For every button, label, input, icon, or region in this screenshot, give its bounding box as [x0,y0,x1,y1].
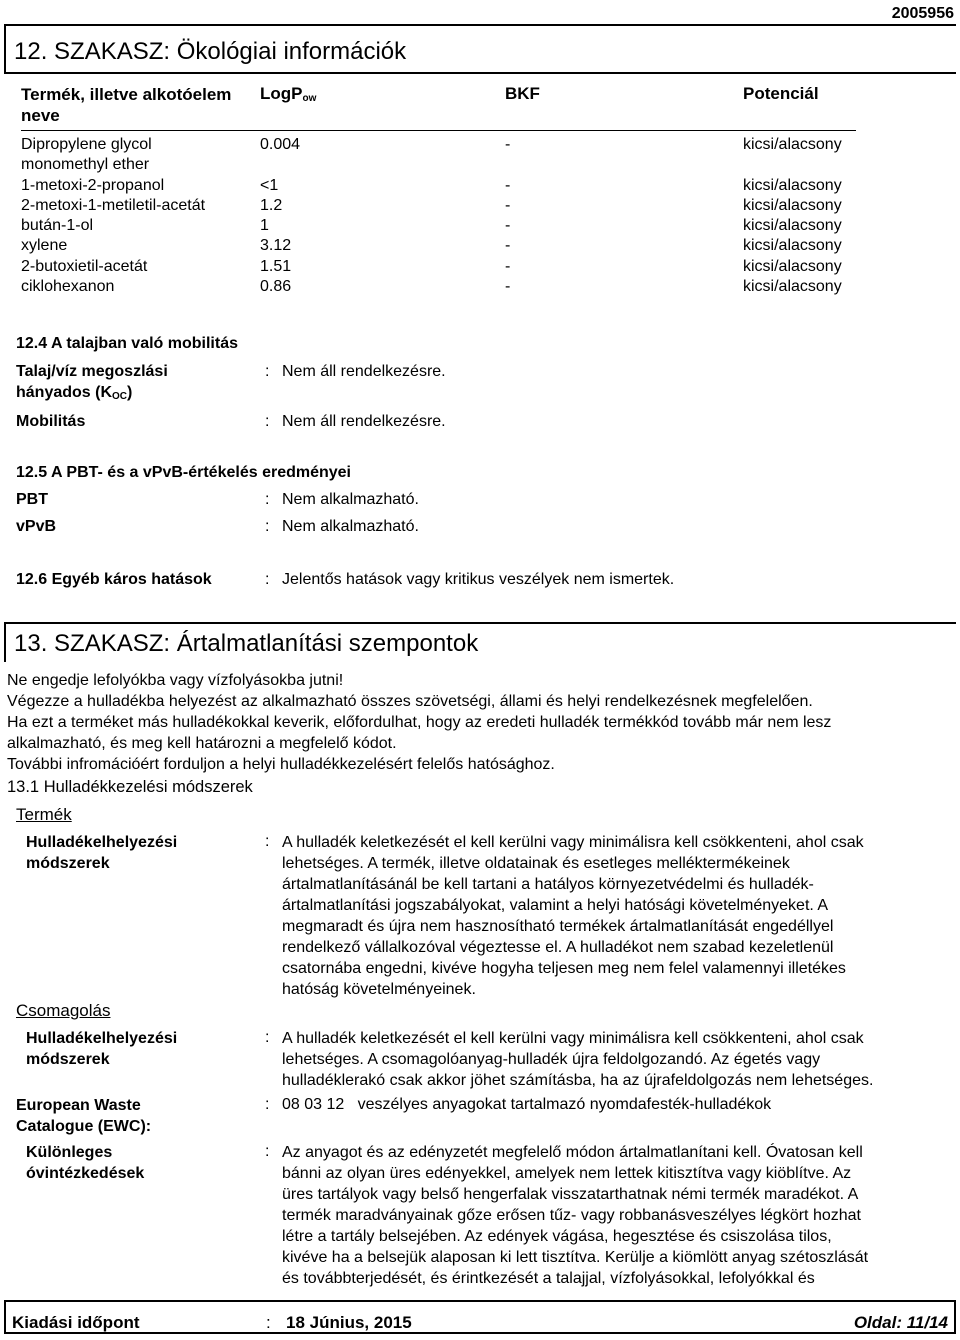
heading-12-4: 12.4 A talajban való mobilitás [16,335,238,352]
text-line: és továbbterjedését, és érintkezését a talajjal, vízfolyásokkal, lefolyókkal és [282,1270,815,1287]
colon: : [265,363,270,380]
section-13-header [4,622,956,662]
text-line: A hulladék keletkezését el kell kerülni vagy minimálisra kell csökkenteni, ahol csak [282,1030,864,1047]
row-logp: 0.86 [260,278,292,295]
row-bkf: - [505,278,511,295]
disposal-methods-label: Hulladékelhelyezési módszerek [26,834,178,872]
pbt-value: Nem alkalmazható. [282,491,419,508]
section-13-title: 13. SZAKASZ: Ártalmatlanítási szempontok [14,630,479,657]
heading-12-6: 12.6 Egyéb káros hatások [16,571,212,588]
product-disposal-text [282,832,864,1000]
intro-line: További infromációért forduljon a helyi hulladékkezelésért felelős hatósághoz. [7,756,555,773]
other-effects-value: Jelentős hatások vagy kritikus veszélyek nem ismertek. [282,571,675,588]
special-precautions-label: Különleges óvintézkedések [26,1144,145,1182]
text-line: rendelkező vállalkozóval végeztesse el. A hulladékot nem szabad kezeletlenül [282,939,834,956]
row-potential: kicsi/alacsony [743,278,842,295]
pbt-label: PBT [16,491,48,508]
row-name: ciklohexanon [21,278,115,295]
row-potential: kicsi/alacsony [743,258,842,275]
row-logp: 1.51 [260,258,292,275]
section-12-title: 12. SZAKASZ: Ökológiai információk [14,38,407,65]
colon: : [265,571,270,588]
row-logp: 1 [260,217,269,234]
row-name: bután-1-ol [21,217,94,234]
col-header-component: Termék, illetve alkotóelem neve [21,85,232,125]
intro-line: Ne engedje lefolyókba vagy vízfolyásokba jutni! [7,672,344,689]
colon: : [265,413,270,430]
col-header-potential: Potenciál [743,84,819,103]
vpvb-value: Nem alkalmazható. [282,518,419,535]
text-line: lehetséges. A termék, illetve oldatainak és esetleges melléktermékeinek [282,855,790,872]
row-bkf: - [505,177,511,194]
heading-13-1: 13.1 Hulladékkezelési módszerek [7,778,253,796]
ewc-value: 08 03 12 veszélyes anyagokat tartalmazó nyomdafesték-hulladékok [282,1096,772,1113]
row-potential: kicsi/alacsony [743,177,842,194]
row-bkf: - [505,136,511,153]
row-bkf: - [505,258,511,275]
row-bkf: - [505,217,511,234]
text-line: bánni az olyan üres edényekkel, amelyek nem lettek kitisztítva vagy kiöblítve. Az [282,1165,852,1182]
text-line: létre a tartály belsejében. Az edények vágása, hegesztése és csiszolása tilos, [282,1228,832,1245]
text-line: hulladéklerakó csak akkor jöhet számításba, ha az újrafeldolgozás nem lehetséges. [282,1072,874,1089]
packaging-label: Csomagolás [16,1001,111,1020]
section-12-header [4,24,956,74]
intro-line: Ha ezt a terméket más hulladékokkal keverik, előfordulhat, hogy az eredeti hulladék termékkód tovább már nem lesz [7,714,832,731]
colon: : [265,491,270,508]
mobility-label: Mobilitás [16,413,86,430]
page-footer [4,1300,956,1334]
row-name: xylene [21,237,68,254]
text-line: hatóság követelményeinek. [282,981,476,998]
text-line: kivéve ha a belsejük alaposan ki lett tisztítva. Kerülje a kiömlött anyag szétoszlását [282,1249,869,1266]
row-bkf: - [505,197,511,214]
text-line: ártalmatlanításánál be kell tartani a hatályos környezetvédelmi és hulladék- [282,876,814,893]
row-logp: 1.2 [260,197,283,214]
koc-value: Nem áll rendelkezésre. [282,363,446,380]
intro-line: alkalmazható, és meg kell határozni a megfelelő kódot. [7,735,397,752]
row-bkf: - [505,237,511,254]
row-name: Dipropylene glycol monomethyl ether [21,136,152,174]
page-number: Oldal: 11/14 [853,1313,948,1332]
col-header-logpow: LogP$_{ow}$ [260,84,317,104]
row-name: 2-butoxietil-acetát [21,258,148,275]
vpvb-label: vPvB [16,518,57,535]
document-number: 2005956 [891,5,954,22]
intro-line: Végezze a hulladékba helyezést az alkalmazható összes szövetségi, állami és helyi rendelkezésnek megfelelően. [7,693,813,710]
text-line: A hulladék keletkezését el kell kerülni vagy minimálisra kell csökkenteni, ahol csak [282,834,864,851]
text-line: Az anyagot és az edényzetét megfelelő módon ártalmatlanítani kell. Óvatosan kell [282,1144,863,1161]
footer-colon: : [266,1313,271,1332]
row-potential: kicsi/alacsony [743,197,842,214]
row-logp: 0.004 [260,136,301,153]
colon: : [265,833,270,850]
koc-label: Talaj/víz megoszlási hányados $(K_{OC})$ [16,363,168,402]
colon: : [265,1096,270,1113]
colon: : [265,518,270,535]
row-potential: kicsi/alacsony [743,237,842,254]
heading-12-5: 12.5 A PBT- és a vPvB-értékelés eredményei [16,464,351,481]
mobility-value: Nem áll rendelkezésre. [282,413,446,430]
text-line: lehetséges. A csomagolóanyag-hulladék újra feldolgozandó. Az égetés vagy [282,1051,821,1068]
text-line: megmaradt és újra nem hasznosítható termékek ártalmatlanítását engedéllyel [282,918,834,935]
issue-date-label: Kiadási időpont [12,1313,140,1332]
special-precautions-text [282,1142,868,1289]
termek-label: Termék [16,805,72,824]
row-logp: <1 [260,177,279,194]
packaging-disposal-text [282,1028,873,1091]
text-line: üres tartályok vagy belső hengerfalak visszatarthatnak némi termék maradékot. A [282,1186,859,1203]
packaging-disposal-label: Hulladékelhelyezési módszerek [26,1030,178,1068]
text-line: termék maradványainak gőze erősen tűz- vagy robbanásveszélyes légkört hozhat [282,1207,861,1224]
row-name: 2-metoxi-1-metiletil-acetát [21,197,206,214]
colon: : [265,1143,270,1160]
row-potential: kicsi/alacsony [743,136,842,153]
ewc-label: European Waste Catalogue (EWC): [16,1097,152,1135]
text-line: csatornába engedni, kivéve hogyha teljesen meg nem felel valamennyi illetékes [282,960,846,977]
issue-date: 18 Június, 2015 [286,1313,412,1332]
table-header-rule [21,130,856,131]
col-header-bkf: BKF [505,84,540,103]
colon: : [265,1029,270,1046]
row-logp: 3.12 [260,237,292,254]
row-name: 1-metoxi-2-propanol [21,177,165,194]
row-potential: kicsi/alacsony [743,217,842,234]
text-line: ártalmatlanítási jogszabályokat, valamint a helyi hatósági követelményeket. A [282,897,829,914]
section-13-intro [7,670,831,775]
